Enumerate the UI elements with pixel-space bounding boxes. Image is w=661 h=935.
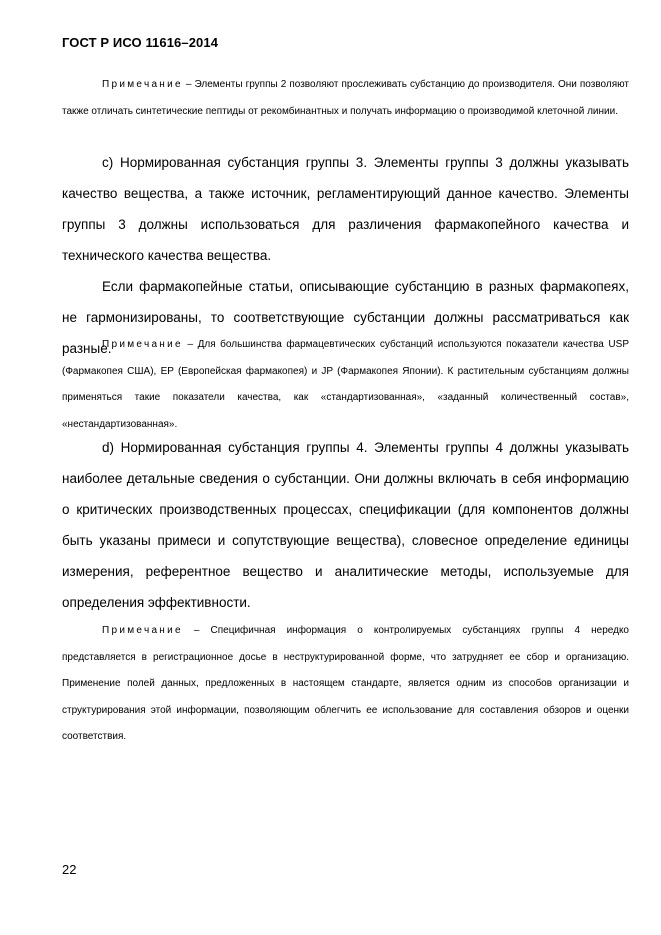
note-label: Примечание bbox=[102, 339, 183, 350]
note-label: Примечание bbox=[102, 625, 183, 636]
page-number: 22 bbox=[62, 862, 77, 877]
note-paragraph-1 bbox=[62, 72, 629, 125]
note-label: Примечание bbox=[102, 79, 183, 90]
paragraph-group-3: c) Нормированная субстанция группы 3. Элементы группы 3 должны указывать качество вещества, а также источник, регламентирующий данное качество. Элементы группы 3 должны использоваться для различения фармакопейного качества и технического качества вещества. bbox=[62, 155, 629, 263]
note-text: – Специфичная информация о контролируемых субстанциях группы 4 нередко представляется в регистрационное досье в неструктурированной форме, что затрудняет ее сбор и организацию. Применение полей данных, предложенных в настоящем стандарте, является одним из способов организации и структурирования этой информации, позволяющим облегчить ее использование для составления обзоров и оценки соответствия. bbox=[62, 625, 629, 742]
paragraph-pharmacopoeia: Если фармакопейные статьи, описывающие субстанцию в разных фармакопеях, не гармонизированы, то соответствующие субстанции должны рассматриваться как разные. bbox=[62, 279, 629, 356]
note-paragraph-3 bbox=[62, 618, 629, 751]
note-paragraph-2 bbox=[62, 332, 629, 438]
note-text: – Элементы группы 2 позволяют прослеживать субстанцию до производителя. Они позволяют также отличать синтетические пептиды от рекомбинантных и получать информацию о производимой клеточной линии. bbox=[62, 79, 629, 117]
document-header: ГОСТ Р ИСО 11616–2014 bbox=[62, 35, 219, 50]
note-text: – Для большинства фармацевтических субстанций используются показатели качества USP (Фармакопея США), EP (Европейская фармакопея) и JP (Фармакопея Японии). К растительным субстанциям должны применяться такие показатели качества, как «стандартизованная», «заданный количественный состав», «нестандартизованная». bbox=[62, 339, 629, 430]
paragraph-group-4: d) Нормированная субстанция группы 4. Элементы группы 4 должны указывать наиболее детальные сведения о субстанции. Они должны включать в себя информацию о критических производственных процессах, спецификации (для компонентов должны быть указаны примеси и сопутствующие вещества), словесное определение единицы измерения, референтное вещество и аналитические методы, используемые для определения эффективности. bbox=[62, 440, 629, 610]
